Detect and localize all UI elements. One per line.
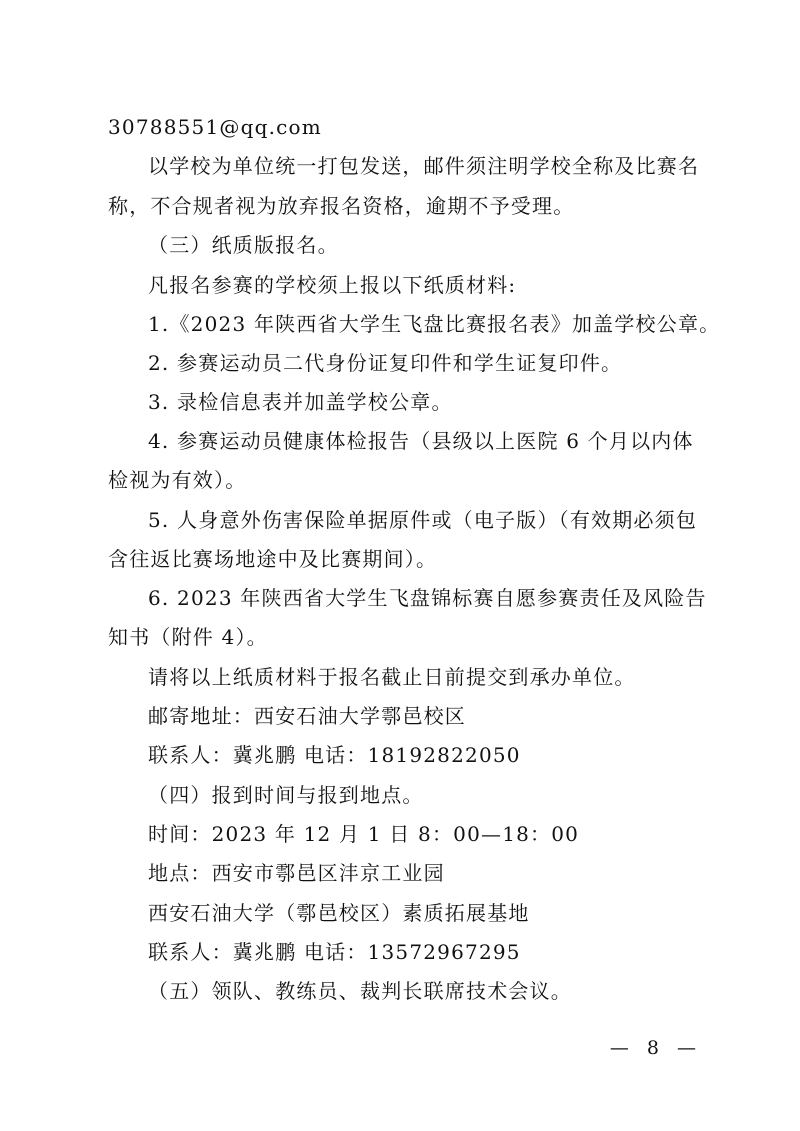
list-item: 4. 参赛运动员健康体检报告（县级以上医院 6 个月以内体	[148, 429, 694, 453]
paragraph-line: 请将以上纸质材料于报名截止日前提交到承办单位。	[148, 665, 636, 689]
list-item: 1.《2023 年陕西省大学生飞盘比赛报名表》加盖学校公章。	[148, 312, 721, 336]
location-line: 西安石油大学（鄠邑校区）素质拓展基地	[148, 901, 530, 925]
list-item: 5. 人身意外伤害保险单据原件或（电子版）（有效期必须包	[148, 508, 698, 532]
list-item-continuation: 含往返比赛场地途中及比赛期间）。	[108, 547, 438, 571]
contact-line: 联系人：冀兆鹏 电话：18192822050	[148, 743, 521, 767]
contact-line: 联系人：冀兆鹏 电话：13572967295	[148, 940, 521, 964]
paragraph-line: 凡报名参赛的学校须上报以下纸质材料:	[148, 273, 517, 297]
section-heading: （四）报到时间与报到地点。	[148, 783, 424, 807]
location-line: 地点：西安市鄠邑区沣京工业园	[148, 861, 445, 885]
section-heading: （三）纸质版报名。	[148, 233, 339, 257]
list-item: 6. 2023 年陕西省大学生飞盘锦标赛自愿参赛责任及风险告	[148, 586, 707, 610]
list-item: 2. 参赛运动员二代身份证复印件和学生证复印件。	[148, 351, 623, 375]
page-number: — 8 —	[609, 1037, 702, 1059]
list-item-continuation: 知书（附件 4）。	[108, 625, 268, 649]
section-heading: （五）领队、教练员、裁判长联席技术会议。	[148, 979, 572, 1003]
paragraph-line: 以学校为单位统一打包发送，邮件须注明学校全称及比赛名	[148, 154, 700, 178]
time-line: 时间：2023 年 12 月 1 日 8：00—18：00	[148, 822, 580, 846]
list-item-continuation: 检视为有效）。	[108, 468, 247, 492]
email-continuation: 30788551@qq.com	[108, 115, 322, 139]
list-item: 3. 录检信息表并加盖学校公章。	[148, 390, 453, 414]
mailing-address: 邮寄地址：西安石油大学鄠邑校区	[148, 704, 466, 728]
paragraph-line: 称，不合规者视为放弃报名资格，逾期不予受理。	[108, 194, 575, 218]
